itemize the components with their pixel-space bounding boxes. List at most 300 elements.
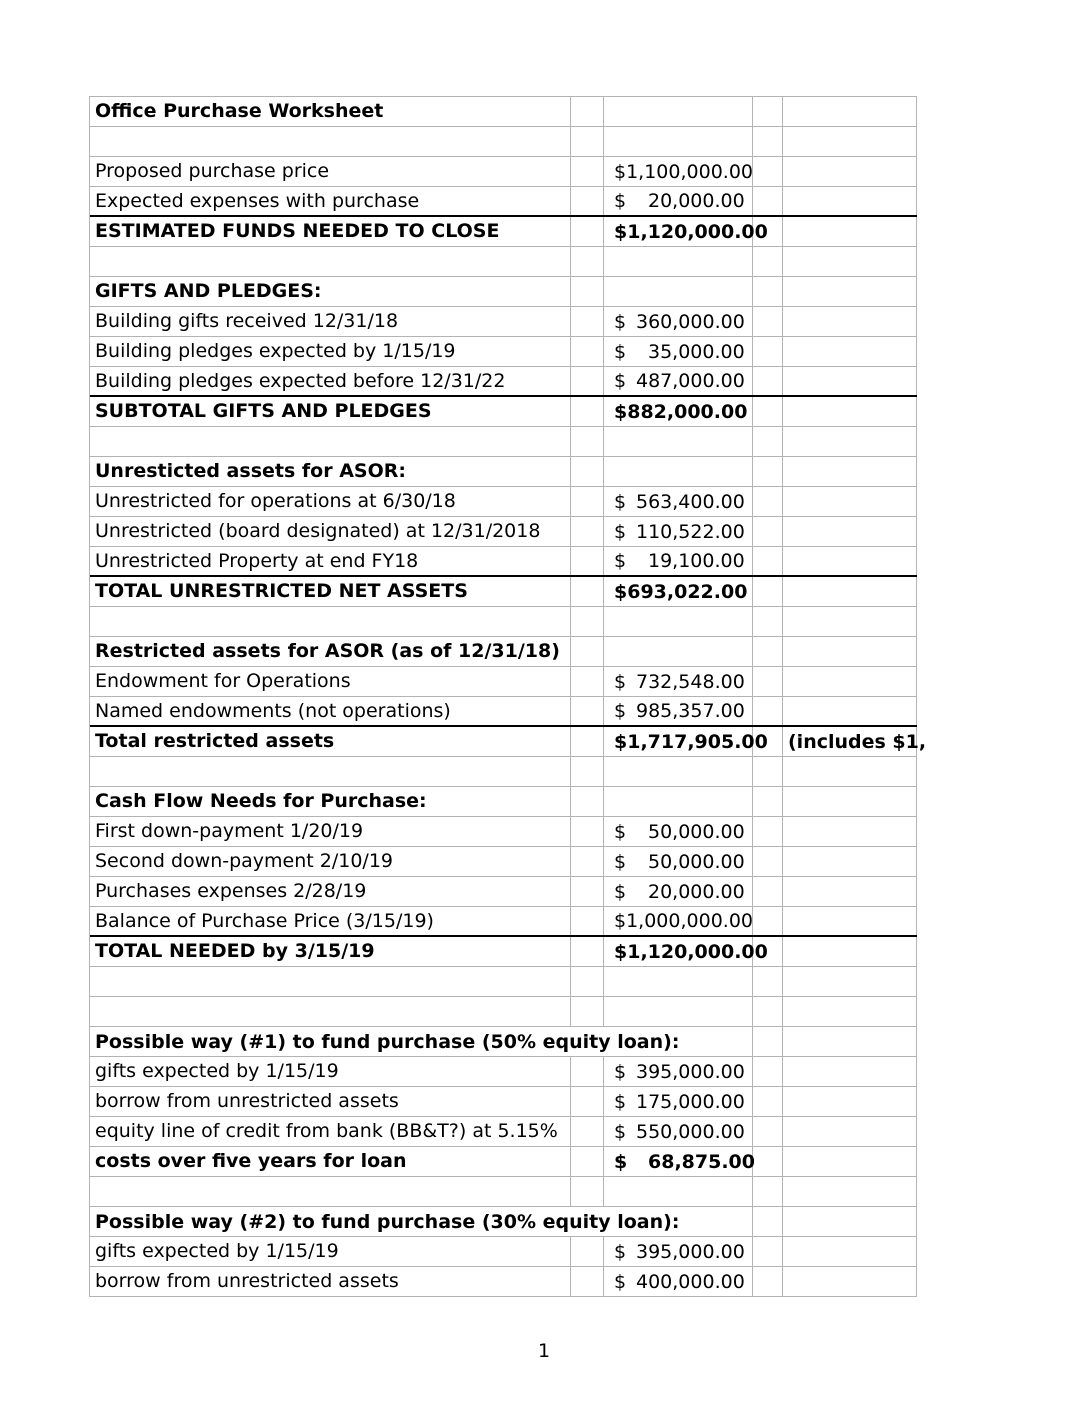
cell[interactable] bbox=[783, 727, 927, 756]
cell[interactable] bbox=[604, 517, 753, 546]
table-row bbox=[90, 307, 917, 337]
cell[interactable] bbox=[90, 997, 571, 1026]
cell[interactable] bbox=[783, 337, 917, 366]
cell[interactable] bbox=[571, 1117, 604, 1146]
cell[interactable] bbox=[783, 1147, 917, 1176]
cell[interactable] bbox=[604, 1087, 753, 1116]
cell[interactable] bbox=[604, 217, 768, 246]
amount-value bbox=[614, 1087, 752, 1116]
section-heading: Possible way (#1) to fund purchase (50% equity loan): bbox=[95, 1030, 680, 1053]
amount-value bbox=[614, 307, 752, 336]
row-label: equity line of credit from bank (BB&T?) at 5.15% bbox=[95, 1120, 558, 1142]
cell[interactable] bbox=[783, 1087, 917, 1116]
row-label: Purchases expenses 2/28/19 bbox=[95, 880, 367, 902]
table-row bbox=[90, 997, 917, 1027]
cell[interactable] bbox=[571, 1147, 604, 1176]
cell[interactable] bbox=[753, 1177, 783, 1206]
table-row bbox=[90, 217, 917, 247]
cell[interactable] bbox=[90, 337, 571, 366]
cell[interactable] bbox=[90, 247, 571, 276]
cell[interactable] bbox=[90, 1267, 571, 1296]
table-row bbox=[90, 487, 917, 517]
row-label: Unrestricted (board designated) at 12/31/2018 bbox=[95, 520, 541, 542]
cell[interactable] bbox=[753, 577, 783, 606]
amount-number: 400,000.00 bbox=[636, 1270, 745, 1293]
note-text: (includes $1, bbox=[788, 730, 927, 753]
cell[interactable] bbox=[90, 637, 571, 666]
cell[interactable] bbox=[753, 1147, 783, 1176]
table-row bbox=[90, 547, 917, 577]
cell[interactable] bbox=[753, 847, 783, 876]
cell[interactable] bbox=[753, 1027, 783, 1056]
table-row bbox=[90, 757, 917, 787]
cell[interactable] bbox=[783, 397, 917, 426]
row-label: First down-payment 1/20/19 bbox=[95, 820, 364, 842]
cell[interactable] bbox=[783, 307, 917, 336]
amount-number: 68,875.00 bbox=[648, 1150, 755, 1173]
cell[interactable] bbox=[753, 607, 783, 636]
amount-value bbox=[614, 487, 752, 516]
table-row bbox=[90, 667, 917, 697]
amount-value bbox=[614, 907, 752, 935]
cell[interactable] bbox=[783, 1207, 917, 1236]
amount-value bbox=[614, 817, 752, 846]
table-row bbox=[90, 1207, 917, 1237]
amount-value bbox=[614, 727, 768, 756]
cell[interactable] bbox=[90, 427, 571, 456]
cell[interactable] bbox=[90, 547, 571, 575]
currency-symbol: $ bbox=[614, 370, 627, 392]
cell[interactable] bbox=[571, 697, 604, 725]
cell[interactable] bbox=[90, 1237, 571, 1266]
amount-number: $1,717,905.00 bbox=[614, 730, 768, 753]
row-label: Total restricted assets bbox=[95, 730, 335, 752]
cell[interactable] bbox=[604, 577, 753, 606]
cell[interactable] bbox=[783, 457, 917, 486]
cell[interactable] bbox=[783, 877, 917, 906]
cell[interactable] bbox=[753, 817, 783, 846]
currency-symbol: $ bbox=[614, 1120, 627, 1143]
cell[interactable] bbox=[604, 187, 753, 215]
cell[interactable] bbox=[90, 457, 571, 486]
cell[interactable] bbox=[604, 427, 753, 456]
cell[interactable] bbox=[90, 757, 571, 786]
cell[interactable] bbox=[604, 367, 753, 395]
amount-number: $882,000.00 bbox=[614, 400, 748, 423]
cell[interactable] bbox=[753, 487, 783, 516]
amount-value bbox=[614, 217, 768, 246]
cell[interactable] bbox=[783, 937, 917, 966]
cell[interactable] bbox=[90, 397, 571, 426]
cell[interactable] bbox=[604, 397, 753, 426]
cell[interactable] bbox=[571, 727, 604, 756]
cell[interactable] bbox=[753, 757, 783, 786]
cell[interactable] bbox=[604, 787, 753, 816]
row-label: Balance of Purchase Price (3/15/19) bbox=[95, 909, 434, 932]
amount-value bbox=[614, 697, 752, 725]
cell[interactable] bbox=[571, 427, 604, 456]
cell[interactable] bbox=[753, 937, 783, 966]
cell[interactable] bbox=[783, 217, 917, 246]
cell[interactable] bbox=[90, 817, 571, 846]
table-row bbox=[90, 967, 917, 997]
cell[interactable] bbox=[90, 367, 571, 395]
cell[interactable] bbox=[90, 1057, 571, 1086]
cell[interactable] bbox=[571, 457, 604, 486]
cell[interactable] bbox=[753, 997, 783, 1026]
cell[interactable] bbox=[571, 1087, 604, 1116]
row-label: borrow from unrestricted assets bbox=[95, 1090, 399, 1112]
cell[interactable] bbox=[571, 307, 604, 336]
cell[interactable] bbox=[753, 967, 783, 996]
amount-value bbox=[614, 337, 752, 366]
currency-symbol: $ bbox=[614, 1060, 627, 1083]
cell[interactable] bbox=[783, 247, 917, 276]
cell[interactable] bbox=[90, 667, 571, 696]
cell[interactable] bbox=[783, 757, 917, 786]
cell[interactable] bbox=[90, 727, 571, 756]
cell[interactable] bbox=[783, 517, 917, 546]
cell[interactable] bbox=[753, 1237, 783, 1266]
amount-value bbox=[614, 547, 752, 575]
currency-symbol: $ bbox=[614, 1240, 627, 1263]
cell[interactable] bbox=[571, 1177, 604, 1206]
cell[interactable] bbox=[604, 247, 753, 276]
amount-number: 175,000.00 bbox=[636, 1090, 745, 1113]
cell[interactable] bbox=[571, 967, 604, 996]
cell[interactable] bbox=[571, 1237, 604, 1266]
cell[interactable] bbox=[571, 367, 604, 395]
cell[interactable] bbox=[571, 487, 604, 516]
cell[interactable] bbox=[571, 667, 604, 696]
table-row bbox=[90, 1267, 917, 1297]
row-label: gifts expected by 1/15/19 bbox=[95, 1060, 339, 1082]
cell[interactable] bbox=[783, 187, 917, 215]
amount-value bbox=[614, 937, 768, 966]
cell[interactable] bbox=[753, 427, 783, 456]
cell[interactable] bbox=[571, 247, 604, 276]
cell[interactable] bbox=[571, 1057, 604, 1086]
cell[interactable] bbox=[783, 1117, 917, 1146]
cell[interactable] bbox=[571, 217, 604, 246]
cell[interactable] bbox=[571, 547, 604, 575]
cell[interactable] bbox=[571, 757, 604, 786]
cell[interactable] bbox=[783, 97, 917, 126]
cell[interactable] bbox=[571, 277, 604, 306]
cell[interactable] bbox=[604, 457, 753, 486]
amount-value bbox=[614, 1237, 752, 1266]
cell[interactable] bbox=[571, 337, 604, 366]
table-row bbox=[90, 427, 917, 457]
cell[interactable] bbox=[783, 277, 917, 306]
cell[interactable] bbox=[753, 1117, 783, 1146]
cell[interactable] bbox=[90, 697, 571, 725]
table-row bbox=[90, 97, 917, 127]
cell[interactable] bbox=[783, 607, 917, 636]
cell[interactable] bbox=[604, 1177, 753, 1206]
cell[interactable] bbox=[571, 787, 604, 816]
cell[interactable] bbox=[783, 1027, 917, 1056]
cell[interactable] bbox=[783, 907, 917, 935]
cell[interactable] bbox=[90, 97, 571, 126]
table-row bbox=[90, 1237, 917, 1267]
cell[interactable] bbox=[753, 667, 783, 696]
table-row bbox=[90, 1147, 917, 1177]
cell[interactable] bbox=[90, 787, 571, 816]
cell[interactable] bbox=[571, 937, 604, 966]
cell[interactable] bbox=[90, 1177, 571, 1206]
cell[interactable] bbox=[604, 697, 753, 725]
cell[interactable] bbox=[571, 97, 604, 126]
cell[interactable] bbox=[604, 727, 768, 756]
cell[interactable] bbox=[90, 1087, 571, 1116]
currency-symbol: $ bbox=[614, 490, 627, 513]
page-number: 1 bbox=[537, 1340, 551, 1362]
amount-number: 985,357.00 bbox=[636, 700, 745, 722]
cell[interactable] bbox=[753, 877, 783, 906]
cell[interactable] bbox=[604, 337, 753, 366]
cell[interactable] bbox=[753, 337, 783, 366]
cell[interactable] bbox=[783, 847, 917, 876]
cell[interactable] bbox=[753, 787, 783, 816]
table-row bbox=[90, 517, 917, 547]
currency-symbol: $ bbox=[614, 700, 627, 722]
cell[interactable] bbox=[753, 307, 783, 336]
section-heading: Possible way (#2) to fund purchase (30% equity loan): bbox=[95, 1210, 680, 1233]
table-row bbox=[90, 457, 917, 487]
cell[interactable] bbox=[783, 1177, 917, 1206]
cell[interactable] bbox=[753, 97, 783, 126]
table-row bbox=[90, 847, 917, 877]
cell[interactable] bbox=[783, 1057, 917, 1086]
cell[interactable] bbox=[753, 157, 783, 186]
cell[interactable] bbox=[90, 127, 571, 156]
cell[interactable] bbox=[604, 307, 753, 336]
cell[interactable] bbox=[753, 1267, 783, 1296]
cell[interactable] bbox=[604, 1057, 753, 1086]
currency-symbol: $ bbox=[614, 820, 627, 843]
cell[interactable] bbox=[604, 157, 753, 186]
cell[interactable] bbox=[604, 607, 753, 636]
cell[interactable] bbox=[753, 727, 783, 756]
cell[interactable] bbox=[571, 127, 604, 156]
cell[interactable] bbox=[753, 217, 783, 246]
cell[interactable] bbox=[783, 427, 917, 456]
cell[interactable] bbox=[571, 517, 604, 546]
cell[interactable] bbox=[753, 637, 783, 666]
cell[interactable] bbox=[90, 577, 571, 606]
cell[interactable] bbox=[753, 247, 783, 276]
cell[interactable] bbox=[571, 877, 604, 906]
amount-number: 50,000.00 bbox=[648, 850, 745, 873]
cell[interactable] bbox=[604, 1267, 753, 1296]
cell[interactable] bbox=[604, 817, 753, 846]
cell[interactable] bbox=[783, 127, 917, 156]
cell[interactable] bbox=[571, 817, 604, 846]
amount-number: 563,400.00 bbox=[636, 490, 745, 513]
row-label: Endowment for Operations bbox=[95, 670, 351, 692]
cell[interactable] bbox=[783, 157, 917, 186]
cell[interactable] bbox=[571, 157, 604, 186]
cell[interactable] bbox=[753, 187, 783, 215]
cell[interactable] bbox=[753, 457, 783, 486]
amount-number: 19,100.00 bbox=[648, 550, 745, 572]
row-label: TOTAL NEEDED by 3/15/19 bbox=[95, 940, 375, 962]
cell[interactable] bbox=[604, 1237, 753, 1266]
table-row bbox=[90, 367, 917, 397]
cell[interactable] bbox=[783, 547, 917, 575]
cell[interactable] bbox=[604, 967, 753, 996]
amount-number: $1,100,000.00 bbox=[614, 160, 754, 183]
row-label: Building pledges expected before 12/31/22 bbox=[95, 369, 506, 392]
cell[interactable] bbox=[783, 367, 917, 395]
cell[interactable] bbox=[90, 937, 571, 966]
table-row bbox=[90, 127, 917, 157]
cell[interactable] bbox=[90, 157, 571, 186]
cell[interactable] bbox=[90, 217, 571, 246]
amount-number: $693,022.00 bbox=[614, 580, 748, 603]
cell[interactable] bbox=[571, 577, 604, 606]
cell[interactable] bbox=[571, 637, 604, 666]
cell[interactable] bbox=[571, 1267, 604, 1296]
cell[interactable] bbox=[783, 637, 917, 666]
amount-value bbox=[614, 847, 752, 876]
cell[interactable] bbox=[604, 1117, 753, 1146]
table-row bbox=[90, 697, 917, 727]
amount-number: $1,000,000.00 bbox=[614, 910, 754, 932]
currency-symbol: $ bbox=[614, 1090, 627, 1113]
currency-symbol: $ bbox=[614, 880, 627, 903]
cell[interactable] bbox=[571, 847, 604, 876]
amount-value bbox=[614, 877, 752, 906]
cell[interactable] bbox=[604, 127, 753, 156]
cell[interactable] bbox=[753, 517, 783, 546]
cell[interactable] bbox=[90, 907, 571, 935]
cell[interactable] bbox=[90, 1147, 571, 1176]
cell[interactable] bbox=[783, 967, 917, 996]
cell[interactable] bbox=[783, 787, 917, 816]
cell[interactable] bbox=[604, 97, 753, 126]
cell[interactable] bbox=[753, 1087, 783, 1116]
cell[interactable] bbox=[783, 577, 917, 606]
row-label: Proposed purchase price bbox=[95, 160, 330, 182]
table-row bbox=[90, 607, 917, 637]
cell[interactable] bbox=[783, 1237, 917, 1266]
row-label: gifts expected by 1/15/19 bbox=[95, 1240, 339, 1262]
cell[interactable] bbox=[604, 877, 753, 906]
table-row bbox=[90, 577, 917, 607]
amount-number: 50,000.00 bbox=[648, 820, 745, 843]
row-label: Second down-payment 2/10/19 bbox=[95, 850, 394, 872]
amount-number: 360,000.00 bbox=[636, 310, 745, 333]
cell[interactable] bbox=[783, 817, 917, 846]
cell[interactable] bbox=[571, 907, 604, 935]
amount-number: $1,120,000.00 bbox=[614, 940, 768, 963]
table-row bbox=[90, 1087, 917, 1117]
cell[interactable] bbox=[571, 607, 604, 636]
cell[interactable] bbox=[571, 187, 604, 215]
row-label: Office Purchase Worksheet bbox=[95, 100, 384, 122]
cell[interactable] bbox=[604, 937, 768, 966]
cell[interactable] bbox=[753, 547, 783, 575]
amount-value bbox=[614, 517, 752, 546]
table-row bbox=[90, 337, 917, 367]
cell[interactable] bbox=[90, 877, 571, 906]
cell[interactable] bbox=[90, 187, 571, 215]
cell[interactable] bbox=[604, 1147, 753, 1176]
cell[interactable] bbox=[753, 397, 783, 426]
cell[interactable] bbox=[90, 607, 571, 636]
amount-value bbox=[614, 157, 752, 186]
cell[interactable] bbox=[571, 997, 604, 1026]
table-row bbox=[90, 817, 917, 847]
cell[interactable] bbox=[783, 667, 917, 696]
currency-symbol: $ bbox=[614, 520, 627, 543]
cell[interactable] bbox=[783, 697, 917, 725]
cell[interactable] bbox=[90, 517, 571, 546]
cell[interactable] bbox=[753, 697, 783, 725]
table-row bbox=[90, 1177, 917, 1207]
table-row bbox=[90, 247, 917, 277]
cell[interactable] bbox=[753, 127, 783, 156]
amount-value bbox=[614, 1147, 755, 1176]
cell[interactable] bbox=[753, 907, 783, 935]
cell[interactable] bbox=[604, 847, 753, 876]
row-label: Building gifts received 12/31/18 bbox=[95, 310, 399, 332]
cell[interactable] bbox=[90, 847, 571, 876]
cell[interactable] bbox=[753, 1207, 783, 1236]
table-row bbox=[90, 1117, 917, 1147]
cell[interactable] bbox=[604, 997, 753, 1026]
table-row bbox=[90, 397, 917, 427]
cell[interactable] bbox=[90, 277, 571, 306]
amount-value bbox=[614, 367, 752, 395]
cell[interactable] bbox=[604, 637, 753, 666]
cell[interactable] bbox=[90, 307, 571, 336]
cell[interactable] bbox=[783, 487, 917, 516]
cell[interactable] bbox=[604, 667, 753, 696]
cell[interactable] bbox=[604, 487, 753, 516]
amount-number: 732,548.00 bbox=[636, 670, 745, 693]
row-label: Expected expenses with purchase bbox=[95, 189, 420, 212]
currency-symbol: $ bbox=[614, 850, 627, 873]
cell[interactable] bbox=[90, 487, 571, 516]
amount-number: 395,000.00 bbox=[636, 1060, 745, 1083]
cell[interactable] bbox=[753, 277, 783, 306]
amount-value bbox=[614, 667, 752, 696]
row-label: Unrestricted Property at end FY18 bbox=[95, 549, 419, 572]
row-label: ESTIMATED FUNDS NEEDED TO CLOSE bbox=[95, 220, 500, 242]
cell[interactable] bbox=[604, 757, 753, 786]
currency-symbol: $ bbox=[614, 340, 627, 363]
cell[interactable] bbox=[783, 1267, 917, 1296]
row-label: SUBTOTAL GIFTS AND PLEDGES bbox=[95, 400, 432, 422]
cell[interactable] bbox=[604, 907, 753, 935]
row-label: Cash Flow Needs for Purchase: bbox=[95, 790, 427, 812]
cell[interactable] bbox=[783, 997, 917, 1026]
cell[interactable] bbox=[90, 967, 571, 996]
amount-value bbox=[614, 187, 752, 215]
cell[interactable] bbox=[90, 1117, 571, 1146]
cell[interactable] bbox=[604, 277, 753, 306]
row-label: Building pledges expected by 1/15/19 bbox=[95, 340, 456, 362]
cell[interactable] bbox=[753, 1057, 783, 1086]
cell[interactable] bbox=[753, 367, 783, 395]
cell[interactable] bbox=[604, 547, 753, 575]
amount-number: $1,120,000.00 bbox=[614, 220, 768, 243]
row-label: Unresticted assets for ASOR: bbox=[95, 460, 406, 482]
cell[interactable] bbox=[571, 397, 604, 426]
